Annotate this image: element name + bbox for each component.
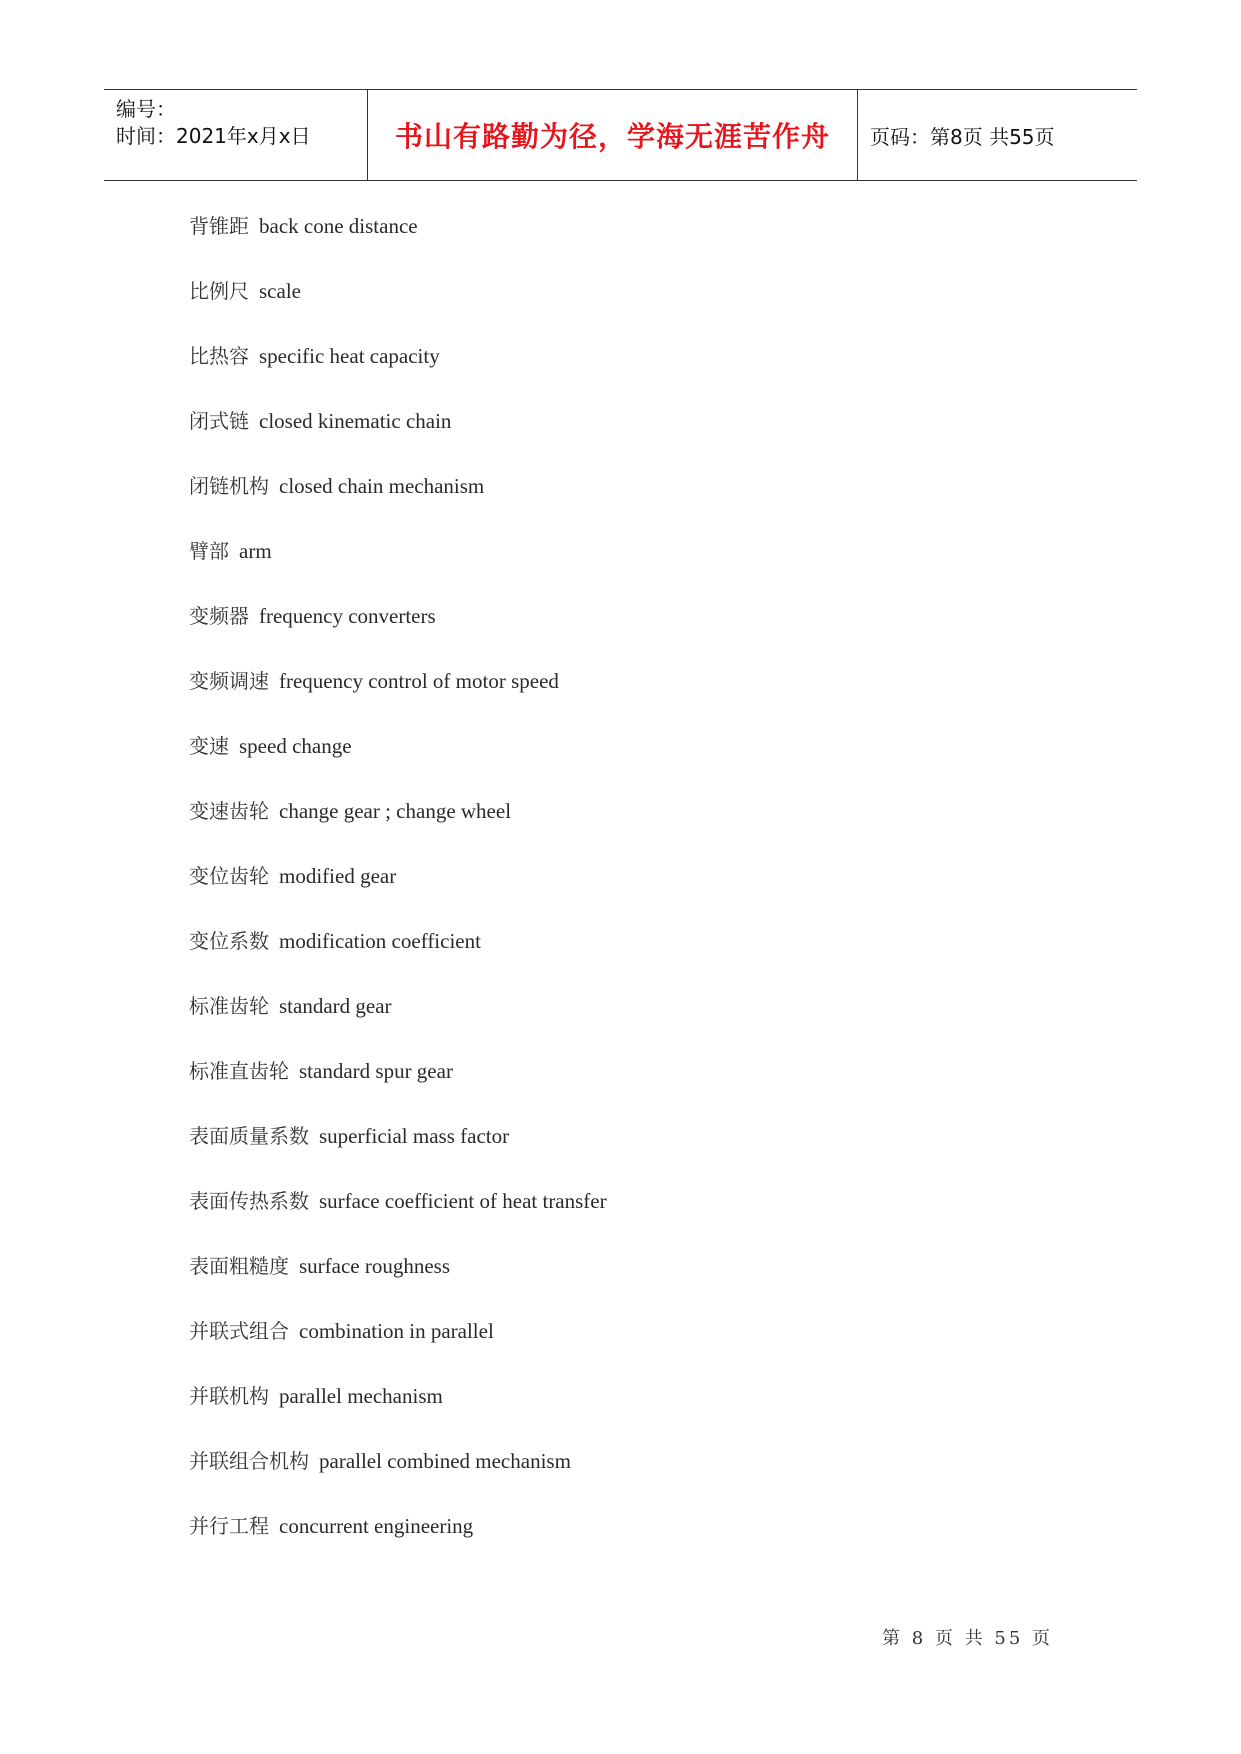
glossary-entry xyxy=(189,1248,1089,1313)
glossary-entry xyxy=(189,923,1089,988)
term-english: concurrent engineering xyxy=(279,1514,474,1538)
term-english: combination in parallel xyxy=(299,1319,494,1343)
term-chinese: 并联式组合 xyxy=(189,1319,289,1343)
term-chinese: 并联组合机构 xyxy=(189,1449,309,1473)
glossary-entry xyxy=(189,858,1089,923)
term-chinese: 臂部 xyxy=(189,539,229,563)
term-english: modification coefficient xyxy=(279,929,481,953)
glossary-entry xyxy=(189,598,1089,663)
term-english: parallel combined mechanism xyxy=(319,1449,571,1473)
header-info-cell xyxy=(104,90,367,180)
term-english: scale xyxy=(259,279,301,303)
term-english: specific heat capacity xyxy=(259,344,440,368)
glossary-entry xyxy=(189,663,1089,728)
glossary-entry xyxy=(189,208,1089,273)
header-page-cell xyxy=(858,90,1137,180)
term-chinese: 变速 xyxy=(189,734,229,758)
term-english: parallel mechanism xyxy=(279,1384,443,1408)
term-english: frequency converters xyxy=(259,604,436,628)
term-english: surface roughness xyxy=(299,1254,451,1278)
glossary-entry xyxy=(189,1118,1089,1183)
glossary-entry xyxy=(189,1183,1089,1248)
term-english: closed kinematic chain xyxy=(259,409,452,433)
term-english: frequency control of motor speed xyxy=(279,669,559,693)
term-chinese: 变位齿轮 xyxy=(189,864,269,888)
page-header xyxy=(104,89,1137,181)
term-chinese: 变频调速 xyxy=(189,669,269,693)
term-chinese: 变速齿轮 xyxy=(189,799,269,823)
term-chinese: 变频器 xyxy=(189,604,249,628)
document-time-label: 时间：2021年x月x日 xyxy=(116,124,311,148)
glossary-entry xyxy=(189,988,1089,1053)
term-english: closed chain mechanism xyxy=(279,474,485,498)
glossary-entry xyxy=(189,728,1089,793)
term-english: superficial mass factor xyxy=(319,1124,510,1148)
glossary-entry xyxy=(189,273,1089,338)
term-chinese: 表面粗糙度 xyxy=(189,1254,289,1278)
term-chinese: 比例尺 xyxy=(189,279,249,303)
document-number-label: 编号： xyxy=(116,97,176,121)
page-footer-number: 第 8 页 共 55 页 xyxy=(882,1628,1053,1649)
glossary-entry xyxy=(189,1378,1089,1443)
term-english: back cone distance xyxy=(259,214,418,238)
glossary-entry xyxy=(189,1443,1089,1508)
header-motto: 书山有路勤为径，学海无涯苦作舟 xyxy=(394,120,830,153)
term-chinese: 并行工程 xyxy=(189,1514,269,1538)
term-chinese: 比热容 xyxy=(189,344,249,368)
term-chinese: 闭链机构 xyxy=(189,474,269,498)
term-chinese: 表面质量系数 xyxy=(189,1124,309,1148)
header-motto-cell xyxy=(367,90,858,180)
glossary-list xyxy=(189,208,1089,1573)
term-english: speed change xyxy=(239,734,352,758)
term-english: arm xyxy=(239,539,272,563)
term-chinese: 背锥距 xyxy=(189,214,249,238)
term-chinese: 表面传热系数 xyxy=(189,1189,309,1213)
glossary-entry xyxy=(189,403,1089,468)
term-chinese: 变位系数 xyxy=(189,929,269,953)
term-chinese: 闭式链 xyxy=(189,409,249,433)
term-english: standard spur gear xyxy=(299,1059,453,1083)
term-chinese: 并联机构 xyxy=(189,1384,269,1408)
glossary-entry xyxy=(189,468,1089,533)
header-page-code: 页码：第8页 共55页 xyxy=(870,124,1055,149)
glossary-entry xyxy=(189,1053,1089,1118)
term-english: standard gear xyxy=(279,994,392,1018)
term-english: surface coefficient of heat transfer xyxy=(319,1189,607,1213)
glossary-entry xyxy=(189,533,1089,598)
glossary-entry xyxy=(189,1508,1089,1573)
term-chinese: 标准齿轮 xyxy=(189,994,269,1018)
glossary-entry xyxy=(189,1313,1089,1378)
glossary-entry xyxy=(189,338,1089,403)
term-english: change gear ; change wheel xyxy=(279,799,512,823)
term-chinese: 标准直齿轮 xyxy=(189,1059,289,1083)
glossary-entry xyxy=(189,793,1089,858)
term-english: modified gear xyxy=(279,864,397,888)
